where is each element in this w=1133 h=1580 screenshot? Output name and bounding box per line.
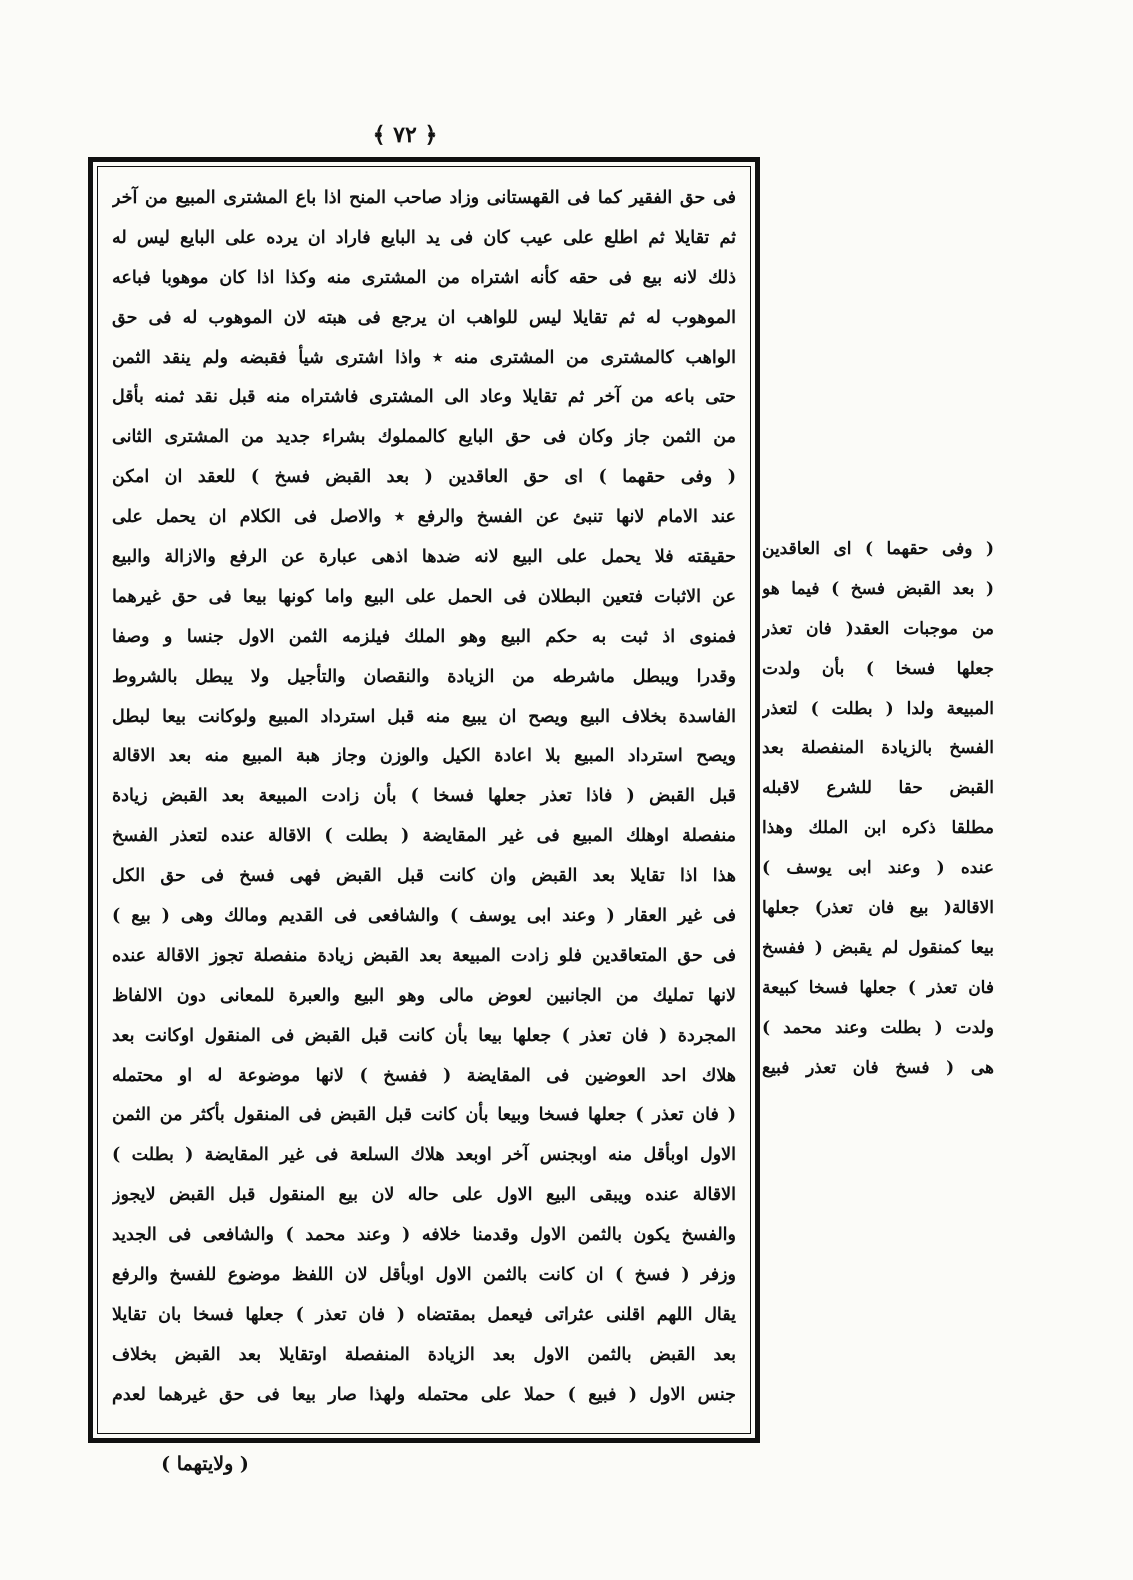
margin-note-line: من موجبات العقد( فان تعذر: [762, 618, 994, 639]
text-line: ( فان تعذر ) جعلها فسخا وبیعا بأن کانت قبل القبض فی المنقول بأکثر من الثمن: [112, 1105, 736, 1126]
main-text-inner-border: [97, 166, 751, 1434]
text-line: من الثمن جاز وکان فی حق البایع کالمملوك بشراء جدید من المشتری الثانی: [112, 427, 736, 448]
text-line: فی حق الفقیر کما فی القهستانی وزاد صاحب المنح اذا باع المشتری المبیع من آخر: [112, 188, 736, 208]
text-line: والفسخ یکون بالثمن الاول وقدمنا خلافه ( وعند محمد ) والشافعی فی الجدید: [112, 1225, 736, 1246]
text-line: فی غیر العقار ( وعند ابی یوسف ) والشافعی فی القدیم ومالك وهی ( بیع ): [112, 906, 736, 927]
margin-note-line: جعلها فسخا ) بأن ولدت: [762, 658, 994, 679]
margin-note-line: هی ( فسخ فان تعذر فبیع: [762, 1057, 994, 1078]
margin-note-line: ( وفی حقهما ) ای العاقدین: [762, 539, 994, 559]
catchword: ( ولایتهما ): [161, 1453, 249, 1475]
text-line: جنس الاول ( فبیع ) حملا علی محتمله ولهذا صار بیعا فی حق غیرهما لعدم: [112, 1384, 736, 1405]
margin-note-line: ( بعد القبض فسخ ) فیما هو: [762, 578, 994, 599]
text-line: حقیقته فلا یحمل علی البیع لانه ضدها اذهی عبارة عن الرفع والازالة والبیع: [112, 547, 736, 568]
text-line: ویصح استرداد المبیع بلا اعادة الکیل والوزن وجاز هبة المبیع منه بعد الاقالة: [112, 746, 736, 767]
text-line: بعد القبض بالثمن الاول بعد الزیادة المنفصلة اوتقایلا بعد القبض بخلاف: [112, 1344, 736, 1365]
text-line: الاقالة عنده ویبقی البیع الاول علی حاله لان بیع المنقول قبل القبض لایجوز: [112, 1185, 736, 1206]
page-number: ﴿ ٧٢ ﴾: [372, 122, 438, 148]
text-line: هلاك احد العوضین فی المقایضة ( ففسخ ) لانها موضوعة له او محتمله: [112, 1065, 736, 1086]
text-line: لانها تملیك من الجانبین لعوض مالی وهو البیع والعبرة للمعانی دون الالفاظ: [112, 985, 736, 1006]
text-line: الواهب کالمشتری من المشتری منه ٭ واذا اشتری شیأ فقبضه ولم ینقد الثمن: [112, 347, 736, 368]
text-line: وقدرا ویبطل ماشرطه من الزیادة والنقصان والتأجیل ولا یبطل بالشروط: [112, 666, 736, 687]
text-line: عن الاثبات فتعین البطلان فی الحمل علی البیع واما کونها بیعا فی حق غیرهما: [112, 586, 736, 607]
margin-note-line: القبض حقا للشرع لاقبله: [762, 778, 994, 799]
text-line: هذا اذا تقایلا بعد القبض وان کانت قبل القبض فهی فسخ فی حق الکل: [112, 866, 736, 887]
margin-note-line: المبیعة ولدا ( بطلت ) لتعذر: [762, 698, 994, 719]
text-line: وزفر ( فسخ ) ان کانت بالثمن الاول اوبأقل لان اللفظ موضوع للفسخ والرفع: [112, 1265, 736, 1286]
margin-note-line: عنده ( وعند ابی یوسف ): [762, 858, 994, 879]
margin-note-line: ولدت ( بطلت وعند محمد ): [762, 1017, 994, 1038]
margin-note-line: مطلقا ذکره ابن الملك وهذا: [762, 818, 994, 839]
margin-note-line: الفسخ بالزیادة المنفصلة بعد: [762, 738, 994, 759]
text-line: المجردة ( فان تعذر ) جعلها بیعا بأن کانت قبل القبض فی المنقول اوکانت بعد: [112, 1025, 736, 1046]
margin-commentary: [762, 530, 994, 1088]
margin-note-line: بیعا کمنقول لم یقبض ( ففسخ: [762, 937, 994, 958]
text-line: الموهوب له ثم تقایلا لیس للواهب ان یرجع فی هبته لان الموهوب له فی حق: [112, 307, 736, 328]
text-line: الفاسدة بخلاف البیع ویصح ان یبیع منه قبل استرداد المبیع ولوکانت بیعا لبطل: [112, 706, 736, 727]
margin-note-line: الاقالة( بیع فان تعذر) جعلها: [762, 898, 994, 919]
text-line: حتی باعه من آخر ثم تقایلا وعاد الی المشتری فاشتراه منه قبل نقد ثمنه بأقل: [112, 387, 736, 408]
main-text-block: [112, 179, 736, 1416]
margin-note-line: فان تعذر ) جعلها فسخا کبیعة: [762, 977, 994, 998]
text-line: قبل القبض ( فاذا تعذر جعلها فسخا ) بأن زادت المبیعة بعد القبض زیادة: [112, 786, 736, 807]
text-line: یقال اللهم اقلنی عثراتی فیعمل بمقتضاه ( فان تعذر ) جعلها فسخا بان تقایلا: [112, 1304, 736, 1325]
text-line: فمنوی اذ ثبت به حکم البیع وهو الملك فیلزمه الثمن الاول جنسا و وصفا: [112, 626, 736, 647]
text-line: الاول اوبأقل منه اوبجنس آخر اوبعد هلاك السلعة فی غیر المقایضة ( بطلت ): [112, 1145, 736, 1166]
text-line: عند الامام لانها تنبئ عن الفسخ والرفع ٭ والاصل فی الکلام ان یحمل علی: [112, 507, 736, 528]
text-line: فی حق المتعاقدین فلو زادت المبیعة بعد القبض زیادة منفصلة تجوز الاقالة عنده: [112, 945, 736, 966]
text-line: ( وفی حقهما ) ای حق العاقدین ( بعد القبض فسخ ) للعقد ان امکن: [112, 467, 736, 488]
text-line: ثم تقایلا ثم اطلع علی عیب کان فی ید البایع فاراد ان یرده علی البایع لیس له: [112, 227, 736, 248]
text-line: ذلك لانه بیع فی حقه کأنه اشتراه من المشتری منه وکذا اذا کان موهوبا فباعه: [112, 267, 736, 288]
text-line: منفصلة اوهلك المبیع فی غیر المقایضة ( بطلت ) الاقالة عنده لتعذر الفسخ: [112, 826, 736, 847]
main-text-frame: [88, 157, 760, 1443]
